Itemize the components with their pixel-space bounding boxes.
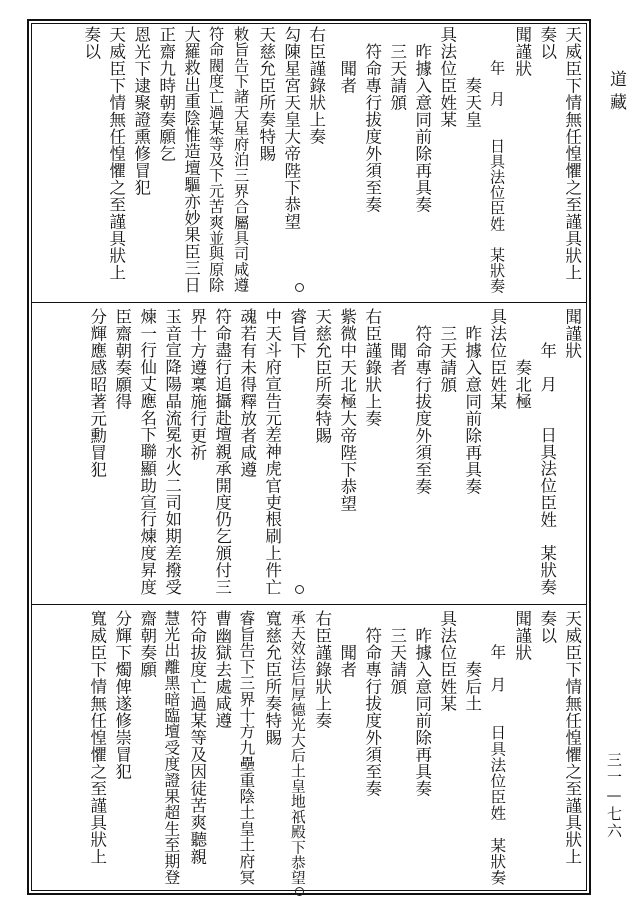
column-text: 天威臣下情無任惶懼之至謹具狀上 [562, 26, 582, 281]
column-text: 昨據入意同前除再具奏 [412, 43, 432, 213]
column-text: 睿旨告下三界十方九壘重陰土皇土府冥 [237, 610, 257, 886]
column-text: 三天請頒 [437, 325, 457, 393]
text-column [178, 26, 203, 298]
text-column [509, 26, 534, 298]
column-text: 奏北極 [512, 359, 532, 410]
text-column [84, 610, 109, 890]
column-text: 奏以 [537, 26, 557, 60]
column-text: 聞者 [387, 342, 407, 376]
column-text: 臣齋朝奏願得 [112, 308, 132, 410]
text-column [359, 26, 384, 298]
text-column [459, 308, 484, 600]
text-column [228, 26, 253, 298]
text-column [459, 26, 484, 298]
column-text: 敕旨告下諸天星府泊三界合屬具司咸遵 [232, 26, 251, 293]
text-column [184, 610, 209, 890]
text-column [359, 308, 384, 600]
column-text: 右臣謹錄狀上奏 [362, 308, 382, 427]
text-column [434, 308, 459, 600]
column-text: 聞謹狀 [512, 610, 532, 661]
text-column [234, 610, 259, 890]
column-text: 符命閥度亡過某等及下元苦爽並與原除 [207, 26, 226, 293]
column-text: 慧光出離黑暗臨壇受度證果超生至期登 [162, 610, 182, 886]
text-column [259, 308, 284, 600]
text-column [209, 610, 234, 890]
text-column [459, 610, 484, 890]
text-column [134, 610, 159, 890]
column-text: 天慈允臣所奏特賜 [312, 308, 332, 444]
text-column [253, 26, 278, 298]
column-text: 昨據入意同前除再具奏 [412, 627, 432, 797]
column-text: 寬威臣下情無任惶懼之至謹具狀上 [87, 610, 107, 865]
column-text: 齋朝奏願 [137, 610, 157, 678]
column-text: 正齋九時朝奏願乞 [156, 26, 176, 162]
column-text: 玉音宣降陽晶流冕水火二司如期差撥受 [162, 308, 182, 596]
text-column [203, 26, 228, 298]
text-column [134, 308, 159, 600]
column-text: 具法位臣姓某 [487, 308, 507, 410]
text-column [109, 610, 134, 890]
column-text: 奏后土 [462, 661, 482, 712]
section-mark-icon [295, 585, 304, 594]
text-column [109, 308, 134, 600]
text-column [159, 610, 184, 890]
column-list [34, 26, 584, 298]
text-column [153, 26, 178, 298]
column-text: 寬慈允臣所奏特賜 [262, 610, 282, 746]
text-column [509, 308, 534, 600]
column-text: 恩光下逮聚證熏修冒犯 [131, 26, 151, 196]
column-text: 三天請頒 [387, 43, 407, 111]
column-text: 右臣謹錄狀上奏 [312, 610, 332, 729]
page-number: 三一—七六 [605, 752, 623, 840]
column-text: 具法位臣姓某 [437, 610, 457, 712]
text-column [409, 26, 434, 298]
column-text: 天威臣下情無任惶懼之至謹具狀上 [106, 26, 126, 281]
text-column [303, 26, 328, 298]
column-text: 年 月 日具法位臣姓 某狀奏 [488, 60, 507, 294]
text-column [484, 308, 509, 600]
text-column [409, 308, 434, 600]
column-text: 紫微中天北極大帝陛下恭望 [337, 308, 357, 512]
column-text: 奏天皇 [462, 77, 482, 128]
text-column [284, 308, 309, 600]
text-column [309, 308, 334, 600]
column-text: 三天請頒 [387, 627, 407, 695]
column-text: 承天效法后厚德光大后土皇地祇殿下恭望 [288, 610, 306, 886]
text-column [534, 308, 559, 600]
text-column [259, 610, 284, 890]
column-text: 符命拔度亡過某等及因徒苦爽聽親 [187, 610, 207, 865]
text-column [484, 610, 509, 890]
column-text: 年 月 日具法位臣姓 某狀奏 [488, 644, 507, 886]
column-text: 符命專行拔度外須至奏 [412, 325, 432, 495]
text-column [84, 308, 109, 600]
text-column [384, 26, 409, 298]
column-text: 勾陳星宮天皇大帝陛下恭望 [281, 26, 301, 230]
text-column [534, 610, 559, 890]
column-list [34, 610, 584, 890]
text-column [103, 26, 128, 298]
column-text: 睿旨下 [287, 308, 307, 359]
section-mark-icon [295, 887, 304, 896]
text-column [409, 610, 434, 890]
text-column [559, 26, 584, 298]
text-column [434, 610, 459, 890]
text-column [234, 308, 259, 600]
text-column [159, 308, 184, 600]
text-column [384, 308, 409, 600]
text-panel-middle [34, 308, 584, 600]
column-text: 具法位臣姓某 [437, 26, 457, 128]
text-column [128, 26, 153, 298]
panel-divider-2 [31, 604, 587, 605]
column-text: 聞謹狀 [562, 308, 582, 359]
text-column [434, 26, 459, 298]
column-text: 大羅救出重陰惟造壇驅亦妙果臣三日 [181, 26, 201, 294]
column-text: 年 月 日具法位臣姓 某狀奏 [537, 342, 557, 596]
column-text: 聞謹狀 [512, 26, 532, 77]
column-text: 煉一行仙丈應名下聯顯助宣行煉度昇度 [137, 308, 157, 596]
column-text: 右臣謹錄狀上奏 [306, 26, 326, 145]
column-text: 分輝應感昭著元勳冒犯 [87, 308, 107, 478]
column-text: 奏以 [81, 26, 101, 60]
text-column [334, 610, 359, 890]
column-text: 天慈允臣所奏特賜 [256, 26, 276, 162]
text-column [334, 26, 359, 298]
column-text: 界十方遵稟施行更祈 [187, 308, 207, 461]
column-list [34, 308, 584, 600]
text-column [78, 26, 103, 298]
column-text: 分輝下燭俾遂修崇冒犯 [112, 610, 132, 780]
column-text: 符命專行拔度外須至奏 [362, 43, 382, 213]
text-column [509, 610, 534, 890]
column-text: 奏以 [537, 610, 557, 644]
text-panel-bottom [34, 610, 584, 890]
side-title: 道藏 [606, 70, 626, 116]
text-panel-top [34, 26, 584, 298]
text-column [484, 26, 509, 298]
text-column [309, 610, 334, 890]
column-text: 中天斗府宣告元差神虎官吏根刷上件亡 [262, 308, 282, 596]
column-text: 天威臣下情無任惶懼之至謹具狀上 [562, 610, 582, 865]
column-text: 符命專行拔度外須至奏 [362, 627, 382, 797]
text-column [384, 610, 409, 890]
column-text: 聞者 [337, 60, 357, 94]
text-column [559, 610, 584, 890]
panel-divider-1 [31, 302, 587, 303]
column-text: 曹幽獄去處咸遵 [212, 610, 232, 729]
text-column [559, 308, 584, 600]
text-column [278, 26, 303, 298]
column-text: 昨據入意同前除再具奏 [462, 325, 482, 495]
text-column [334, 308, 359, 600]
text-column [534, 26, 559, 298]
column-text: 符命盡行追攝赴壇親承開度仍乞頒付三 [212, 308, 232, 596]
text-column [184, 308, 209, 600]
section-mark-icon [295, 283, 304, 292]
column-text: 聞者 [337, 644, 357, 678]
text-column [209, 308, 234, 600]
column-text: 魂若有未得釋放者咸遵 [237, 308, 257, 478]
text-column [284, 610, 309, 890]
text-column [359, 610, 384, 890]
